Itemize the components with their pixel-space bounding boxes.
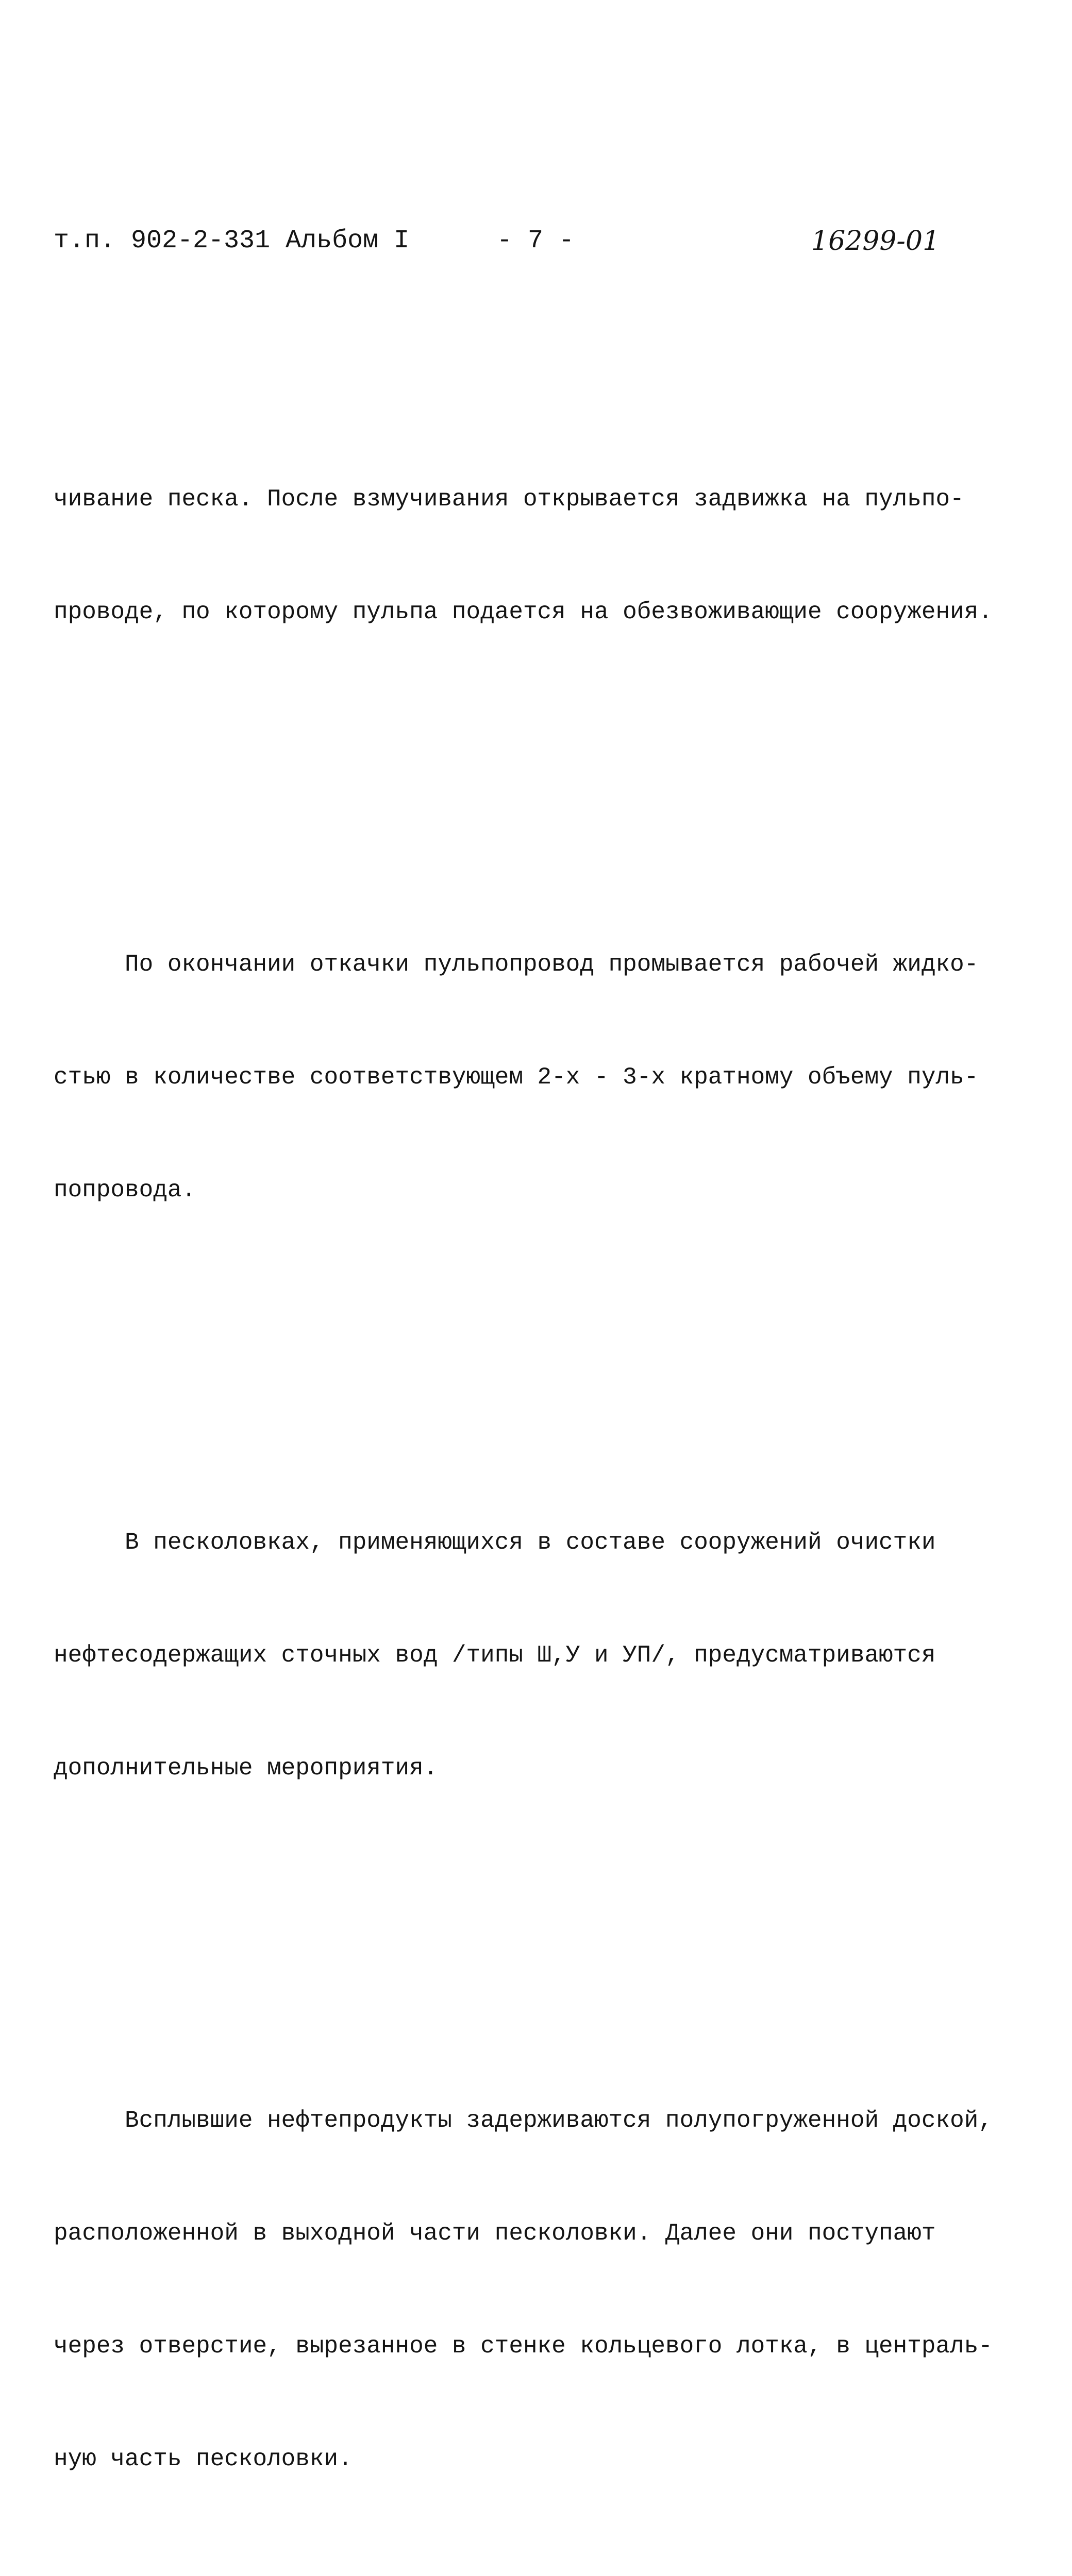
text-line: через отверстие, вырезанное в стенке кольцевого лотка, в централь- — [54, 2333, 993, 2360]
page-number: - 7 - — [497, 226, 575, 256]
text-line: проводе, по которому пульпа подается на обезвоживающие сооружения. — [54, 599, 993, 625]
page-header — [54, 221, 1033, 262]
paragraph — [54, 2027, 1023, 2553]
paragraph — [54, 871, 1023, 1284]
body-text — [54, 293, 1023, 2576]
paragraph — [54, 405, 1023, 706]
archive-number: 16299-01 — [811, 226, 940, 257]
text-line: ную часть песколовки. — [54, 2446, 353, 2472]
text-line: дополнительные мероприятия. — [54, 1755, 438, 1782]
text-line: нефтесодержащих сточных вод /типы Ш,У и УП/, предусматриваются — [54, 1642, 936, 1669]
document-reference: т.п. 902-2-331 Альбом I — [54, 226, 410, 256]
text-line: По окончании откачки пульпопровод промывается рабочей жидко- — [54, 951, 979, 978]
text-line: Всплывшие нефтепродукты задерживаются полупогруженной доской, — [54, 2107, 993, 2134]
text-line: стью в количестве соответствующем 2-х - 3-х кратному объему пуль- — [54, 1064, 979, 1091]
text-line: попровода. — [54, 1177, 196, 1204]
text-line: В песколовках, применяющихся в составе сооружений очистки — [54, 1529, 936, 1556]
text-line: чивание песка. После взмучивания открывается задвижка на пульпо- — [54, 486, 964, 513]
text-line: расположенной в выходной части песколовки. Далее они поступают — [54, 2220, 936, 2247]
paragraph — [54, 1449, 1023, 1862]
